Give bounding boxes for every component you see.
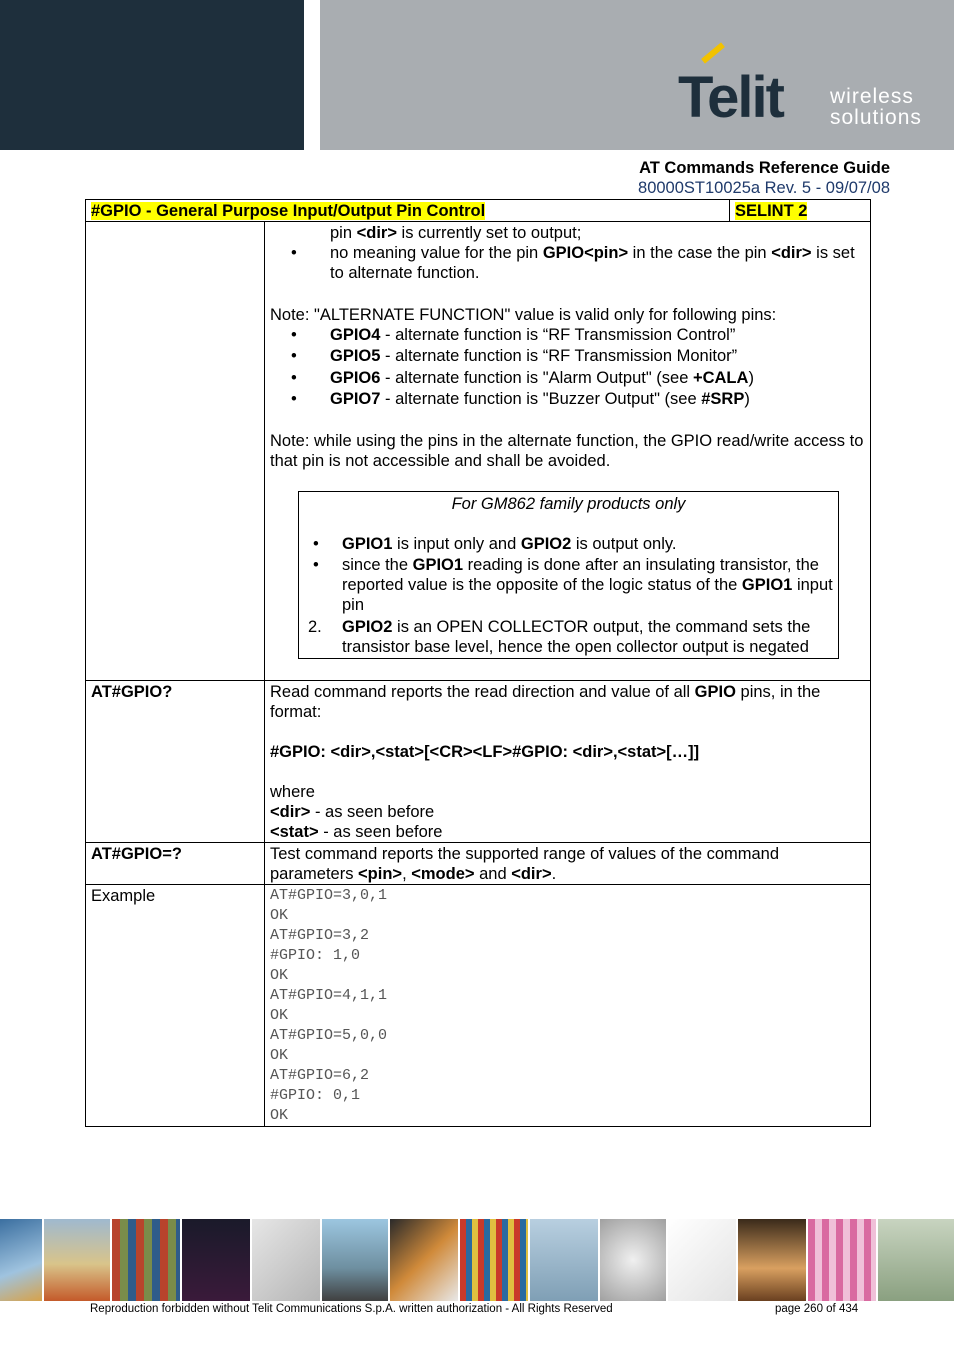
text: pins, in the format:: [270, 682, 821, 721]
param-dir-desc: [270, 802, 865, 822]
bullet-list: [270, 243, 865, 283]
box-bullet-list: [303, 534, 834, 616]
code-line: OK: [270, 906, 289, 924]
param-stat: <stat>: [270, 822, 319, 841]
response-format: #GPIO: <dir>,<stat>[<CR><LF>#GPIO: <dir>,<stat>[…]]: [270, 742, 700, 761]
text: ): [744, 390, 750, 408]
footer-photo: [112, 1219, 180, 1301]
selint-cell: [730, 200, 871, 222]
footer-photo-strip: [0, 1219, 954, 1301]
continued-text: [270, 223, 865, 243]
command-cell-empty: [86, 222, 265, 681]
code-line: AT#GPIO=5,0,0: [270, 1026, 388, 1044]
text: .: [551, 864, 557, 883]
gm862-note-box: [298, 491, 839, 659]
table-row: [86, 222, 871, 681]
text: - alternate function is “RF Transmission Monitor”: [380, 347, 738, 365]
text: - as seen before: [318, 822, 443, 841]
param-pin: <pin>: [358, 864, 403, 883]
footer-photo: [252, 1219, 320, 1301]
code-line: OK: [270, 1006, 289, 1024]
command-cell: [86, 842, 265, 884]
text: ,: [402, 864, 412, 883]
footer-photo: [322, 1219, 388, 1301]
footer-photo: [530, 1219, 598, 1301]
text: pin: [330, 224, 357, 242]
code-line: #GPIO: 1,0: [270, 946, 361, 964]
pin-name: GPIO1: [342, 534, 393, 553]
param-stat-desc: [270, 822, 865, 842]
pin-name: GPIO5: [330, 347, 381, 365]
text: ): [748, 368, 754, 387]
footer-photo: [182, 1219, 250, 1301]
footer-photo: [0, 1219, 42, 1301]
example-label-cell: [86, 884, 265, 1126]
text: and: [474, 864, 512, 883]
table-row: [86, 842, 871, 884]
footer-page-number: page 260 of 434: [775, 1303, 859, 1315]
footer-photo: [808, 1219, 876, 1301]
text: is input only and: [392, 534, 521, 553]
param-dir: <dir>: [356, 224, 397, 242]
text: - as seen before: [310, 802, 435, 821]
text: Test command reports the supported range of values of the command parameters: [270, 844, 780, 883]
pin-name: GPIO7: [330, 390, 381, 408]
read-description-cell: [265, 680, 871, 842]
set-description-cell: [265, 222, 871, 681]
text: is an OPEN COLLECTOR output, the command sets the transistor base level, hence the open collector output is negated: [342, 617, 811, 656]
logo-wordmark: Telit: [678, 65, 783, 130]
note-alternate-function: Note: "ALTERNATE FUNCTION" value is valid only for following pins:: [270, 305, 777, 324]
param-dir: <dir>: [771, 244, 812, 262]
list-item: [330, 325, 865, 345]
pin-name: GPIO6: [330, 368, 381, 387]
list-item: [330, 368, 865, 388]
param-dir: <dir>: [270, 802, 311, 821]
where-label: where: [270, 782, 315, 801]
example-code-cell: [265, 884, 871, 1126]
test-description-cell: [265, 842, 871, 884]
note-alternate-usage: Note: while using the pins in the alternate function, the GPIO read/write access to that pin is not accessible and shall be avoided.: [270, 431, 864, 470]
text: is currently set to output;: [396, 224, 582, 242]
command-table: [85, 199, 871, 1127]
table-row: [86, 884, 871, 1126]
param-mode: <mode>: [411, 864, 475, 883]
text: is set to alternate function.: [330, 244, 855, 282]
telit-logo: [678, 48, 938, 138]
logo-tagline: [830, 86, 922, 128]
pin-name: GPIO2: [342, 617, 393, 636]
footer-copyright: Reproduction forbidden without Telit Communications S.p.A. written authorization - All Rights Reserved: [90, 1303, 613, 1315]
param-pin: GPIO<pin>: [542, 244, 629, 262]
list-item: [308, 617, 834, 657]
list-item: [330, 389, 865, 409]
text: - alternate function is "Alarm Output" (see: [380, 368, 693, 387]
code-line: #GPIO: 0,1: [270, 1086, 361, 1104]
text: - alternate function is "Buzzer Output" (see: [380, 390, 702, 408]
list-item: [342, 555, 834, 615]
text: is output only.: [571, 534, 677, 553]
read-description: [270, 682, 865, 722]
list-item: [330, 346, 865, 366]
code-line: AT#GPIO=3,0,1: [270, 886, 388, 904]
alternate-function-list: [270, 325, 865, 410]
text: - alternate function is “RF Transmission Control”: [380, 325, 736, 344]
footer-photo: [390, 1219, 458, 1301]
code-line: OK: [270, 1106, 289, 1124]
code-line: AT#GPIO=3,2: [270, 926, 370, 944]
list-item: [342, 534, 834, 554]
table-title-cell: [86, 200, 730, 222]
code-line: OK: [270, 966, 289, 984]
document-revision: 80000ST10025a Rev. 5 - 09/07/08: [638, 179, 890, 197]
list-number: 2.: [308, 617, 322, 636]
code-line: OK: [270, 1046, 289, 1064]
box-numbered-list: [303, 617, 834, 657]
footer-photo: [460, 1219, 528, 1301]
code-line: AT#GPIO=4,1,1: [270, 986, 388, 1004]
text: Read command reports the read direction and value of all: [270, 682, 695, 701]
logo-tagline-line2: solutions: [830, 106, 922, 129]
table-row: [86, 680, 871, 842]
test-command: AT#GPIO=?: [91, 844, 182, 863]
text: in the case the pin: [628, 244, 772, 262]
document-title: AT Commands Reference Guide: [639, 159, 890, 177]
pin-name: GPIO4: [330, 325, 381, 344]
box-title: For GM862 family products only: [451, 494, 686, 513]
selint-label: SELINT 2: [735, 202, 808, 220]
footer-photo: [738, 1219, 806, 1301]
command-ref: #SRP: [701, 390, 745, 408]
text: input pin: [342, 576, 833, 614]
footer-photo: [668, 1219, 736, 1301]
example-label: Example: [91, 886, 156, 905]
table-header-row: [86, 200, 871, 222]
text: no meaning value for the pin: [330, 244, 543, 262]
command-title: #GPIO - General Purpose Input/Output Pin Control: [91, 202, 486, 220]
footer-photo: [878, 1219, 954, 1301]
text-bold: GPIO: [694, 682, 736, 701]
text: since the: [342, 556, 413, 574]
code-line: AT#GPIO=6,2: [270, 1066, 370, 1084]
list-item: [330, 243, 865, 283]
logo-tagline-line1: wireless: [830, 85, 914, 108]
header-dark-panel: [0, 0, 304, 150]
footer-photo: [44, 1219, 110, 1301]
footer-photo: [600, 1219, 666, 1301]
command-ref: +CALA: [692, 368, 749, 387]
pin-name: GPIO1: [741, 576, 793, 594]
pin-name: GPIO2: [520, 534, 572, 553]
param-dir: <dir>: [511, 864, 552, 883]
text: reading is done after an insulating transistor, the reported value is the opposite of the logic status of the: [342, 556, 819, 594]
command-cell: [86, 680, 265, 842]
read-command: AT#GPIO?: [91, 682, 173, 701]
pin-name: GPIO1: [412, 556, 464, 574]
